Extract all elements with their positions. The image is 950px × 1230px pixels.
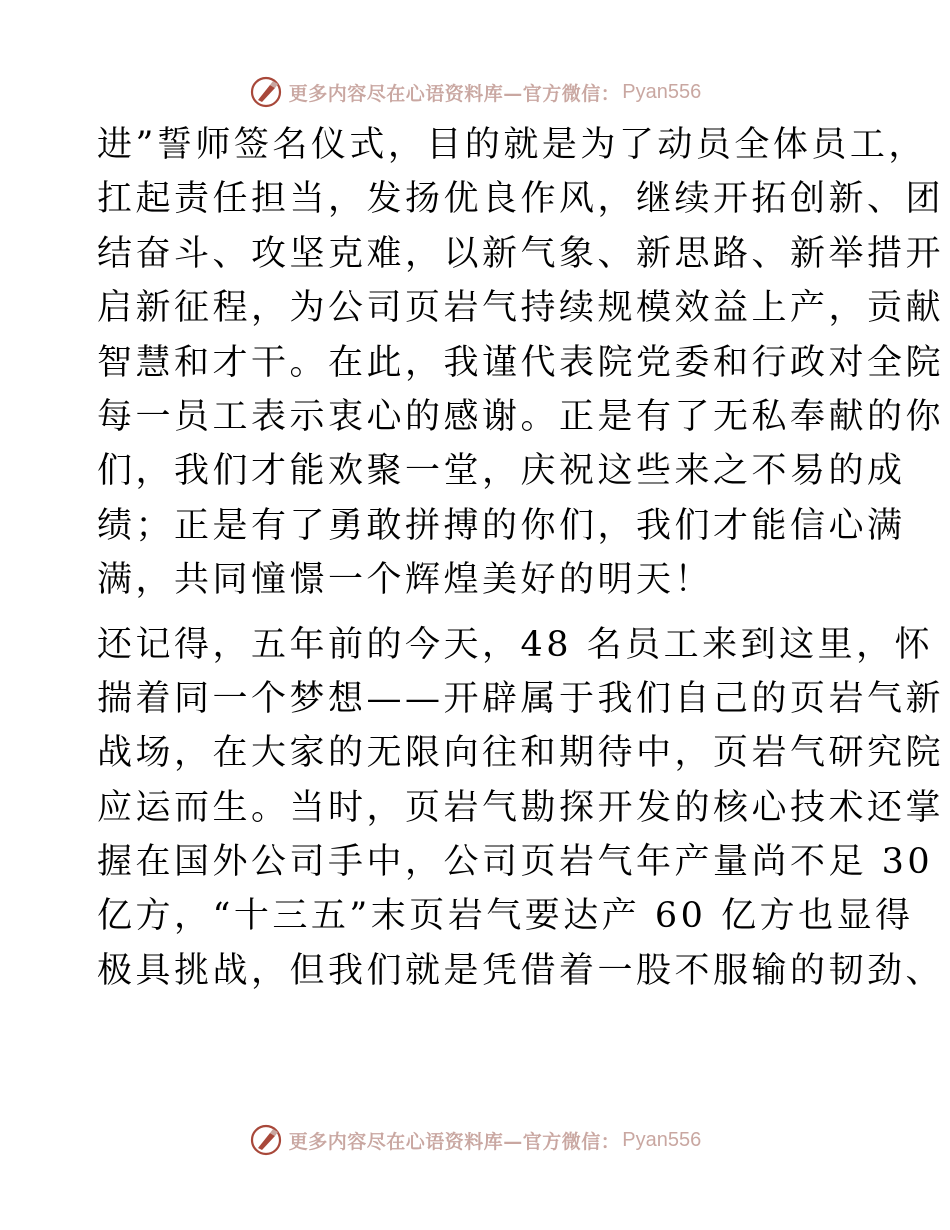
text-line: 进”誓师签名仪式，目的就是为了动员全体员工， — [97, 125, 927, 165]
text-line: 亿方，“十三五”末页岩气要达产 60 亿方也显得 — [97, 896, 914, 937]
text-line: 满，共同憧憬一个辉煌美好的明天！ — [97, 560, 714, 601]
text-line: 应运而生。当时，页岩气勘探开发的核心技术还掌 — [97, 787, 945, 828]
wechat-id: Pyan556 — [622, 80, 702, 103]
text-line: 战场，在大家的无限向往和期待中，页岩气研究院 — [97, 733, 945, 774]
watermark-text: 更多内容尽在心语资料库—官方微信： — [288, 82, 621, 105]
text-line: 每一员工表示衷心的感谢。正是有了无私奉献的你 — [97, 396, 945, 437]
text-line: 极具挑战，但我们就是凭借着一股不服输的韧劲、 — [97, 950, 945, 991]
text-line: 还记得，五年前的今天，48 名员工来到这里，怀 — [97, 624, 934, 665]
paragraph-2 — [97, 618, 945, 999]
document-body — [97, 118, 945, 998]
header-watermark-banner — [0, 72, 950, 112]
text-line: 智慧和才干。在此，我谨代表院党委和行政对全院 — [97, 342, 945, 383]
text-line: 揣着同一个梦想——开辟属于我们自己的页岩气新 — [97, 678, 945, 719]
text-line: 扛起责任担当，发扬优良作风，继续开拓创新、团 — [97, 179, 945, 220]
wechat-id: Pyan556 — [622, 1128, 702, 1151]
text-line: 结奋斗、攻坚克难，以新气象、新思路、新举措开 — [97, 233, 945, 274]
pen-nib-logo-icon — [249, 1123, 283, 1157]
text-line: 启新征程，为公司页岩气持续规模效益上产，贡献 — [97, 288, 945, 329]
text-line: 握在国外公司手中，公司页岩气年产量尚不足 30 — [97, 842, 934, 883]
pen-nib-logo-icon — [249, 75, 283, 109]
text-line: 绩；正是有了勇敢拼搏的你们，我们才能信心满 — [97, 505, 906, 546]
paragraph-1 — [97, 118, 945, 608]
text-line: 们，我们才能欢聚一堂，庆祝这些来之不易的成 — [97, 451, 906, 492]
footer-watermark-banner — [0, 1120, 950, 1160]
watermark-text: 更多内容尽在心语资料库—官方微信： — [288, 1130, 621, 1153]
